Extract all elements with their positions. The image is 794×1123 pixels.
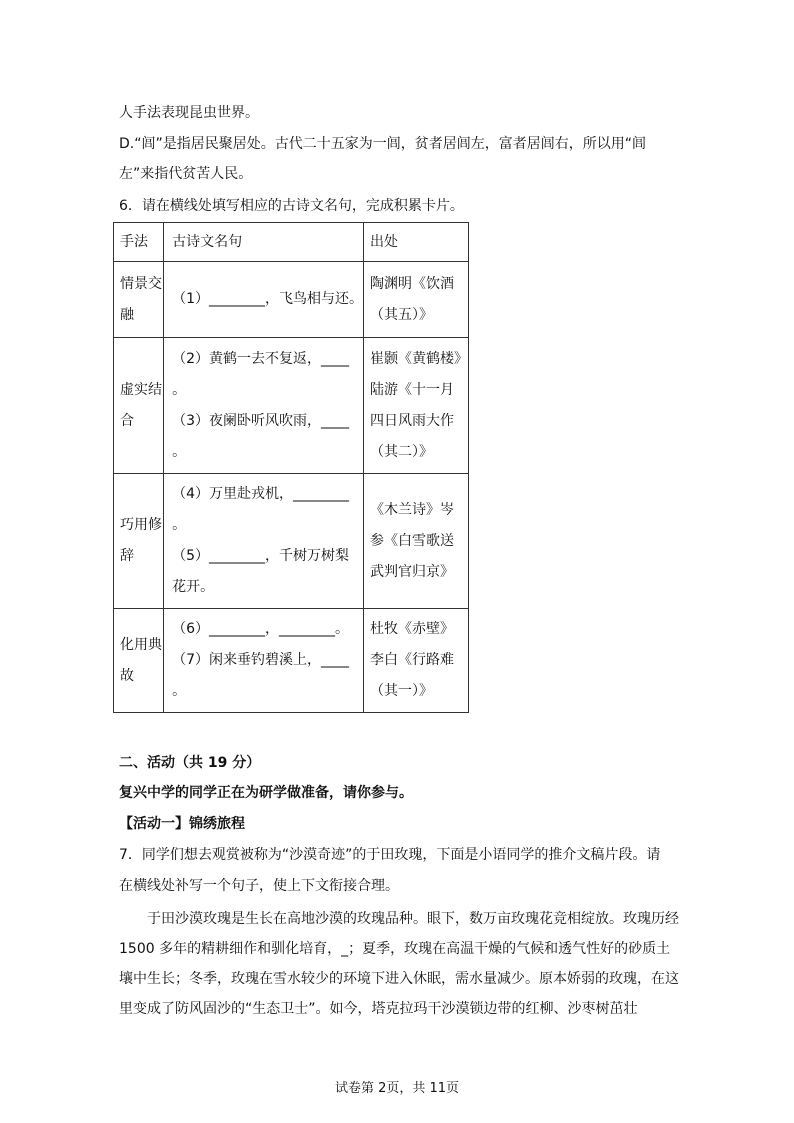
- verse-cell: [164, 609, 364, 713]
- fill-blank-line: （1）________，飞鸟相与还。: [172, 291, 363, 307]
- fill-blank-line: （5）________，千树万树梨: [172, 548, 349, 564]
- intro-line-1: 人手法表现昆虫世界。: [119, 105, 259, 121]
- verse-cell: [164, 338, 364, 474]
- technique-cell: [114, 262, 164, 338]
- question-6-prompt: 6．请在横线处填写相应的古诗文名句，完成积累卡片。: [119, 198, 464, 214]
- fill-blank-line: 。: [172, 517, 187, 533]
- source-cell: [364, 474, 469, 609]
- question-7-passage: 于田沙漠玫瑰是生长在高地沙漠的玫瑰品种。眼下，数万亩玫瑰花竞相绽放。玫瑰历经 1500 多年的精耕细作和驯化培育，_；夏季，玫瑰在高温干燥的气候和透气性好的砂质土壤中生长；冬季，玫瑰在雪水较少的环境下进入休眠，需水量减少。原本娇弱的玫瑰，在这里变成了防风固沙的“生态卫士”。如今，塔克拉玛干沙漠锁边带的红柳、沙枣树茁壮: [119, 911, 679, 1017]
- question-7-line-1: 7．同学们想去观赏被称为“沙漠奇迹”的于田玫瑰，下面是小语同学的推介文稿片段。请: [119, 847, 661, 863]
- fill-blank-line: （6）________，________。: [172, 621, 349, 637]
- source-cell: [364, 338, 469, 474]
- table-row: [114, 338, 469, 474]
- table-header-row: [114, 223, 469, 262]
- table-row: [114, 262, 469, 338]
- cell-text: 陆游《十一月: [370, 381, 454, 398]
- cell-text: 合: [120, 412, 134, 429]
- fill-blank-line: 。: [172, 443, 187, 460]
- header-technique: 手法: [114, 223, 164, 262]
- cell-text: 陶渊明《饮酒: [370, 275, 454, 292]
- section-2-title: 二、活动（共 19 分）: [119, 755, 261, 771]
- fill-blank-line: （7）闲来垂钓碧溪上，____: [172, 652, 349, 668]
- verse-cell: [164, 474, 364, 609]
- cell-text: 情景交: [120, 275, 162, 292]
- header-source: 出处: [364, 223, 469, 262]
- fill-blank-line: （4）万里赴戎机，________: [172, 486, 349, 502]
- cell-text: 参《白雪歌送: [370, 532, 454, 549]
- intro-line-2: D.“闾”是指居民聚居处。古代二十五家为一闾，贫者居闾左，富者居闾右，所以用“闾: [119, 136, 646, 152]
- cell-text: 故: [120, 667, 134, 684]
- page-footer: 试卷第 2页，共 11页: [334, 1081, 460, 1096]
- cell-text: 武判官归京》: [370, 563, 454, 580]
- cell-text: 化用典: [120, 636, 162, 653]
- intro-line-3: 左”来指代贫苦人民。: [119, 166, 253, 182]
- cell-text: （其五）》: [370, 306, 433, 323]
- verse-cell: [164, 262, 364, 338]
- fill-blank-line: 。: [172, 381, 187, 398]
- cell-text: 李白《行路难: [370, 652, 454, 668]
- technique-cell: [114, 609, 164, 713]
- cell-text: 四日风雨大作: [370, 412, 454, 429]
- fill-blank-line: 。: [172, 683, 187, 699]
- cell-text: 虚实结: [120, 381, 162, 398]
- cell-text: 崔颢《黄鹤楼》: [370, 350, 468, 367]
- fill-blank-line: （2）黄鹤一去不复返，____: [172, 350, 349, 367]
- table-row: [114, 474, 469, 609]
- header-verse: 古诗文名句: [164, 223, 364, 262]
- table-row: [114, 609, 469, 713]
- question-7-line-2: 在横线处补写一个句子，使上下文衔接合理。: [119, 878, 399, 894]
- fill-blank-line: （3）夜阑卧听风吹雨，____: [172, 412, 349, 429]
- cell-text: （其一）》: [370, 683, 433, 699]
- source-cell: [364, 262, 469, 338]
- cell-text: 《木兰诗》岑: [370, 501, 454, 518]
- technique-cell: [114, 338, 164, 474]
- cell-text: 融: [120, 306, 134, 323]
- cell-text: 巧用修: [120, 517, 162, 533]
- cell-text: （其二）》: [370, 443, 433, 460]
- cell-text: 辞: [120, 548, 134, 564]
- fill-blank-line: 花开。: [172, 579, 215, 595]
- section-2-intro: 复兴中学的同学正在为研学做准备，请你参与。: [119, 785, 413, 801]
- activity-1-heading: 【活动一】锦绣旅程: [119, 816, 245, 832]
- accumulation-card-table: [113, 222, 469, 713]
- technique-cell: [114, 474, 164, 609]
- source-cell: [364, 609, 469, 713]
- cell-text: 杜牧《赤壁》: [370, 621, 454, 637]
